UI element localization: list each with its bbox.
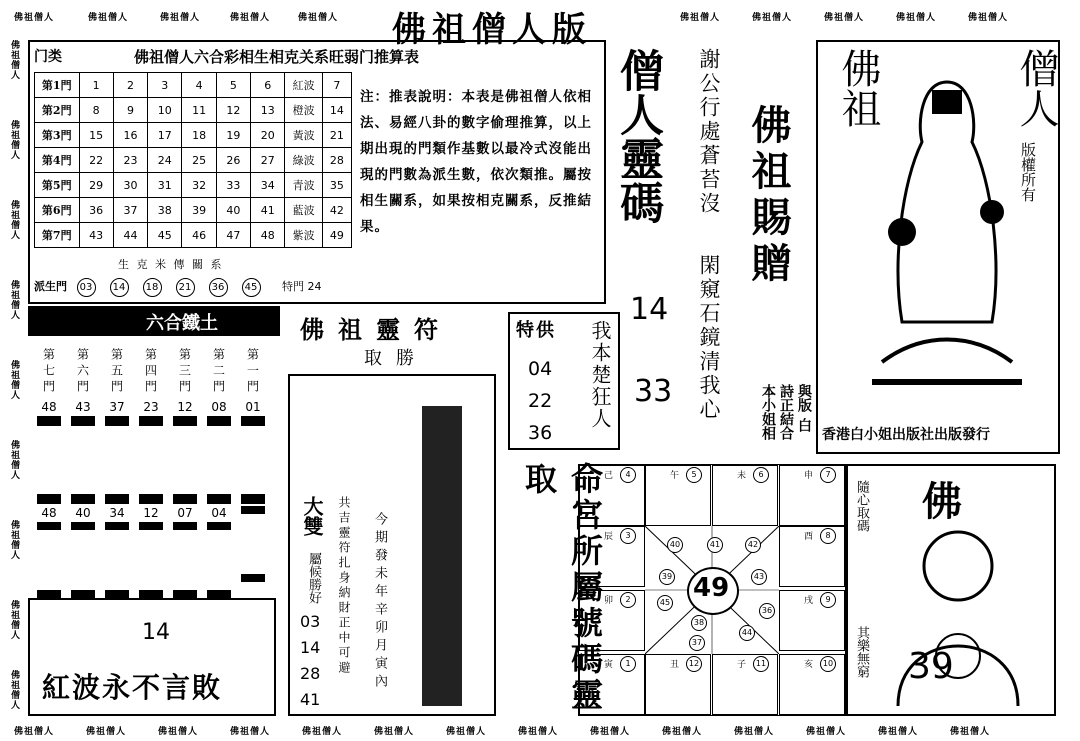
door-last: 7 <box>322 73 351 98</box>
publisher-line: 香港白小姐出版社出版發行 <box>822 427 990 443</box>
lhc-column <box>68 344 98 600</box>
buddha-corner-num: 39 <box>908 646 954 687</box>
door-cell: 29 <box>79 173 113 198</box>
lhc-col-head: 第一門 <box>245 348 260 396</box>
charm-verse-1: 今期發未年辛卯月寅內 <box>372 512 387 692</box>
publisher-col-1: 本小姐相 <box>760 384 776 440</box>
door-cell: 18 <box>182 123 216 148</box>
palace-branch: 子 <box>737 660 747 670</box>
sig: 佛祖僧人 <box>968 13 1009 23</box>
lhc-col-glyph-band-2 <box>37 522 61 598</box>
door-cell: 8 <box>79 98 113 123</box>
lhc-col-num: 12 <box>177 400 193 414</box>
sig: 佛祖僧人 <box>302 727 343 737</box>
charm-col-a: 屬候勝好 <box>306 552 321 604</box>
door-row-label: 第2門 <box>35 98 80 123</box>
door-wave: 藍波 <box>285 198 322 223</box>
lhc-col-head: 第六門 <box>75 348 90 396</box>
door-row <box>35 98 352 123</box>
lhc-col-glyph-band-2 <box>241 506 265 582</box>
special-box-label: 特供 <box>516 320 556 341</box>
door-cell: 3 <box>148 73 182 98</box>
sig: 佛祖僧人 <box>158 727 199 737</box>
gen-label: 派生門 <box>34 280 67 293</box>
lhc-col-glyph-band <box>105 416 129 504</box>
palace-cell <box>779 654 845 715</box>
poem-col-1: 謝公行處蒼苔沒 <box>697 48 721 216</box>
lhc-col-num: 48 <box>41 400 57 414</box>
sig: 佛祖僧人 <box>806 727 847 737</box>
buddha-figure-illustration <box>862 62 1032 392</box>
sig: 佛祖僧人 <box>374 727 415 737</box>
lhc-col-num2: 12 <box>143 506 159 520</box>
buddha-panel-sub: 版權所有 <box>1019 142 1037 202</box>
palace-cell <box>712 465 778 526</box>
lhc-col-head: 第四門 <box>143 348 158 396</box>
sig: 佛祖僧人 <box>950 727 991 737</box>
lhc-col-glyph-band <box>207 416 231 504</box>
door-table <box>34 72 352 248</box>
special-box <box>508 312 620 450</box>
door-cell: 4 <box>182 73 216 98</box>
palace-branch: 亥 <box>804 660 814 670</box>
palace-inner-number: 45 <box>657 595 673 611</box>
palace-inner-number: 42 <box>745 537 761 553</box>
door-cell: 48 <box>251 223 285 248</box>
publisher-col-3: 與版 <box>796 384 812 412</box>
lhc-col-glyph-band-2 <box>105 522 129 598</box>
lhc-col-head: 第三門 <box>177 348 192 396</box>
door-cell: 38 <box>148 198 182 223</box>
door-cell: 6 <box>251 73 285 98</box>
palace-branch: 未 <box>737 471 747 481</box>
door-cell: 10 <box>148 98 182 123</box>
door-last: 14 <box>322 98 351 123</box>
door-row <box>35 123 352 148</box>
palace-inner-number: 39 <box>659 569 675 585</box>
palace-inner-number: 36 <box>759 603 775 619</box>
palace-cell-number: 9 <box>820 592 836 608</box>
charm-sub: 取勝 <box>364 348 428 369</box>
door-label: 门类 <box>34 49 62 65</box>
palace-cell-number: 10 <box>820 656 836 672</box>
lhc-columns <box>34 344 274 584</box>
sig: 佛祖僧人 <box>896 13 937 23</box>
lhc-column <box>34 344 64 600</box>
door-cell: 36 <box>79 198 113 223</box>
door-last: 49 <box>322 223 351 248</box>
door-cell: 13 <box>251 98 285 123</box>
lhc-col-head: 第五門 <box>109 348 124 396</box>
door-last: 42 <box>322 198 351 223</box>
palace-cell <box>779 465 845 526</box>
palace-branch: 卯 <box>604 596 614 606</box>
sig: 佛祖僧人 <box>9 440 19 480</box>
palace-branch: 午 <box>670 471 680 481</box>
lhc-col-glyph-band-2 <box>207 522 231 598</box>
palace-cell-number: 3 <box>620 528 636 544</box>
door-row-label: 第6門 <box>35 198 80 223</box>
bottom-left-box <box>28 598 276 716</box>
palace-inner-number: 41 <box>707 537 723 553</box>
palace-cell <box>779 590 845 651</box>
palace-cell-number: 1 <box>620 656 636 672</box>
palace-inner-number: 40 <box>667 537 683 553</box>
charm-box <box>288 374 496 716</box>
gift-text: 佛祖賜贈 <box>745 104 792 288</box>
palace-cell <box>645 465 711 526</box>
publisher-col-4: 白 <box>796 418 812 432</box>
door-cell: 12 <box>216 98 250 123</box>
sig: 佛祖僧人 <box>446 727 487 737</box>
lhc-col-glyph-band-2 <box>139 522 163 598</box>
door-cell: 11 <box>182 98 216 123</box>
sig: 佛祖僧人 <box>680 13 721 23</box>
palace-inner-number: 44 <box>739 625 755 641</box>
sig: 佛祖僧人 <box>518 727 559 737</box>
lhc-box <box>28 306 280 592</box>
palace-branch: 己 <box>604 471 614 481</box>
door-row-label: 第4門 <box>35 148 80 173</box>
gen-number: 45 <box>242 278 261 297</box>
sig: 佛祖僧人 <box>734 727 775 737</box>
door-row-label: 第5門 <box>35 173 80 198</box>
gen-number: 36 <box>209 278 228 297</box>
lhc-col-num: 08 <box>211 400 227 414</box>
charm-num-4: 41 <box>300 690 321 709</box>
sig: 佛祖僧人 <box>230 13 271 23</box>
left-signature-strip <box>6 30 22 720</box>
sig: 佛祖僧人 <box>662 727 703 737</box>
buddha-corner-tip: 隨心取碼 <box>854 480 869 532</box>
sig: 佛祖僧人 <box>824 13 865 23</box>
sig: 佛祖僧人 <box>9 200 19 240</box>
door-row-label: 第7門 <box>35 223 80 248</box>
door-row-label: 第3門 <box>35 123 80 148</box>
door-row <box>35 223 352 248</box>
page-title: 佛祖僧人版 <box>392 10 592 50</box>
palace-cell <box>579 465 645 526</box>
lhc-col-glyph-band-2 <box>173 522 197 598</box>
door-row-label: 第1門 <box>35 73 80 98</box>
door-cell: 46 <box>182 223 216 248</box>
sig: 佛祖僧人 <box>9 360 19 400</box>
door-cell: 26 <box>216 148 250 173</box>
door-cell: 31 <box>148 173 182 198</box>
door-cell: 20 <box>251 123 285 148</box>
door-cell: 15 <box>79 123 113 148</box>
buddha-panel-left: 佛祖 <box>835 48 881 128</box>
lhc-column <box>170 344 200 600</box>
palace-center: 49 <box>693 573 730 603</box>
door-cell: 33 <box>216 173 250 198</box>
palace-cell <box>579 590 645 651</box>
lhc-col-num: 23 <box>143 400 159 414</box>
door-wave: 綠波 <box>285 148 322 173</box>
lhc-col-glyph-band <box>173 416 197 504</box>
door-wave: 黃波 <box>285 123 322 148</box>
charm-daxiao: 大雙 <box>300 496 324 536</box>
gen-number: 03 <box>77 278 96 297</box>
palace-branch: 申 <box>804 471 814 481</box>
lhc-col-glyph-band <box>37 416 61 504</box>
lhc-col-glyph-band <box>71 416 95 504</box>
door-cell: 47 <box>216 223 250 248</box>
charm-num-2: 14 <box>300 638 321 657</box>
palace-cell <box>645 654 711 715</box>
gen-number: 18 <box>143 278 162 297</box>
poem-col-2: 閑窺石鏡清我心 <box>697 254 721 422</box>
buddha-corner-char: 佛 <box>922 478 962 525</box>
publisher-col-2: 詩正結合 <box>778 384 794 440</box>
buddha-panel-right: 僧人 <box>1013 48 1059 128</box>
door-cell: 40 <box>216 198 250 223</box>
sig: 佛祖僧人 <box>14 727 55 737</box>
sig: 佛祖僧人 <box>9 600 19 640</box>
buddha-corner-tail: 其樂無窮 <box>854 626 869 678</box>
sig: 佛祖僧人 <box>9 40 19 80</box>
lhc-column <box>102 344 132 600</box>
door-cell: 37 <box>113 198 147 223</box>
gen-number: 14 <box>110 278 129 297</box>
sig: 佛祖僧人 <box>752 13 793 23</box>
door-cell: 32 <box>182 173 216 198</box>
palace-cell <box>712 654 778 715</box>
sig: 佛祖僧人 <box>160 13 201 23</box>
charm-num-3: 28 <box>300 664 321 683</box>
door-cell: 22 <box>79 148 113 173</box>
lhc-column <box>238 344 268 584</box>
lhc-col-num: 01 <box>245 400 261 414</box>
spirit-num-2: 33 <box>634 374 673 409</box>
door-cell: 9 <box>113 98 147 123</box>
lhc-col-glyph-band-2 <box>71 522 95 598</box>
door-last: 21 <box>322 123 351 148</box>
door-cell: 41 <box>251 198 285 223</box>
bottom-left-text: 紅波永不言敗 <box>42 671 223 704</box>
palace-cell <box>779 526 845 587</box>
palace-inner-number: 38 <box>691 615 707 631</box>
lhc-col-glyph-band <box>139 416 163 504</box>
door-last: 35 <box>322 173 351 198</box>
table-title: 佛祖僧人六合彩相生相克关系旺弱门推算表 <box>134 48 420 66</box>
palace-cell-number: 5 <box>686 467 702 483</box>
door-row <box>35 73 352 98</box>
lhc-col-num2: 04 <box>211 506 227 520</box>
buddha-corner-figure <box>878 516 1038 706</box>
sig: 佛祖僧人 <box>230 727 271 737</box>
door-row <box>35 148 352 173</box>
door-cell: 24 <box>148 148 182 173</box>
sig: 佛祖僧人 <box>88 13 129 23</box>
sig: 佛祖僧人 <box>9 280 19 320</box>
note-text: 注：推表說明：本表是佛祖僧人依相法、易經八卦的數字偷理推算，以上期出現的門類作基數以最冷式沒能出現的門數為派生數，依次類推。屬按相生關系，如果按相克關系，反推結果。 <box>360 89 592 235</box>
buddha-corner-box <box>846 464 1056 716</box>
special-box-num-2: 22 <box>528 390 553 412</box>
door-cell: 43 <box>79 223 113 248</box>
door-cell: 39 <box>182 198 216 223</box>
sig: 佛祖僧人 <box>86 727 127 737</box>
sig: 佛祖僧人 <box>878 727 919 737</box>
charm-num-1: 03 <box>300 612 321 631</box>
lhc-col-num: 37 <box>109 400 125 414</box>
lhc-col-num2: 40 <box>75 506 91 520</box>
door-last: 28 <box>322 148 351 173</box>
lhc-column <box>136 344 166 600</box>
door-wave: 紅波 <box>285 73 322 98</box>
palace-cell <box>579 526 645 587</box>
relation-line: 生 克 米 傳 關 系 <box>118 258 224 271</box>
sig: 佛祖僧人 <box>14 13 55 23</box>
door-cell: 19 <box>216 123 250 148</box>
door-cell: 2 <box>113 73 147 98</box>
palace-cell-number: 8 <box>820 528 836 544</box>
palace-cell-number: 11 <box>753 656 769 672</box>
gen-row <box>34 278 322 297</box>
special-box-poem: 我本楚狂人 <box>588 320 612 430</box>
buddha-panel <box>816 40 1060 454</box>
door-row <box>35 198 352 223</box>
palace-cell-number: 2 <box>620 592 636 608</box>
lhc-col-num: 43 <box>75 400 91 414</box>
palace-cell-number: 12 <box>686 656 702 672</box>
sig: 佛祖僧人 <box>298 13 339 23</box>
door-cell: 45 <box>148 223 182 248</box>
spirit-num-1: 14 <box>630 292 669 327</box>
palace-branch: 丑 <box>670 660 680 670</box>
palace-cell-number: 4 <box>620 467 636 483</box>
special-box-num-3: 36 <box>528 422 553 444</box>
special-num: 24 <box>307 280 322 293</box>
door-wave: 橙波 <box>285 98 322 123</box>
charm-verse-2: 共吉靈符扎身納財正中可避 <box>337 496 351 676</box>
door-cell: 23 <box>113 148 147 173</box>
charm-talisman-strip <box>422 406 462 706</box>
lhc-col-head: 第二門 <box>211 348 226 396</box>
palace-grid <box>578 464 846 716</box>
door-cell: 17 <box>148 123 182 148</box>
door-cell: 25 <box>182 148 216 173</box>
palace-inner-number: 37 <box>689 635 705 651</box>
door-cell: 5 <box>216 73 250 98</box>
lhc-col-num2: 34 <box>109 506 125 520</box>
palace-branch: 酉 <box>804 532 814 542</box>
lhc-col-glyph-band <box>241 416 265 504</box>
door-cell: 34 <box>251 173 285 198</box>
palace-branch: 辰 <box>604 532 614 542</box>
lhc-column <box>204 344 234 600</box>
door-wave: 青波 <box>285 173 322 198</box>
palace-cell <box>579 654 645 715</box>
gen-number: 21 <box>176 278 195 297</box>
special-box-num-1: 04 <box>528 358 553 380</box>
special-label: 特門 <box>282 280 304 293</box>
sig: 佛祖僧人 <box>590 727 631 737</box>
palace-cell-number: 6 <box>753 467 769 483</box>
sig: 佛祖僧人 <box>9 670 19 710</box>
lhc-title: 六合鐵土 <box>146 313 218 334</box>
bottom-left-num: 14 <box>142 620 170 645</box>
sig: 佛祖僧人 <box>9 120 19 160</box>
door-cell: 1 <box>79 73 113 98</box>
door-cell: 30 <box>113 173 147 198</box>
palace-branch: 戌 <box>804 596 814 606</box>
door-cell: 16 <box>113 123 147 148</box>
lhc-col-num2: 07 <box>177 506 193 520</box>
door-wave: 紫波 <box>285 223 322 248</box>
palace-cell-number: 7 <box>820 467 836 483</box>
spirit-code-title: 僧人靈碼 <box>612 48 663 224</box>
door-cell: 27 <box>251 148 285 173</box>
door-row <box>35 173 352 198</box>
lhc-col-head: 第七門 <box>41 348 56 396</box>
lhc-col-num2: 48 <box>41 506 57 520</box>
sig: 佛祖僧人 <box>9 520 19 560</box>
destiny-text: 命宮所屬號碼靈取 <box>520 462 604 714</box>
charm-title: 佛祖靈符 <box>300 315 452 344</box>
palace-inner-number: 43 <box>751 569 767 585</box>
door-cell: 44 <box>113 223 147 248</box>
palace-branch: 寅 <box>604 660 614 670</box>
door-table-box <box>28 40 606 304</box>
